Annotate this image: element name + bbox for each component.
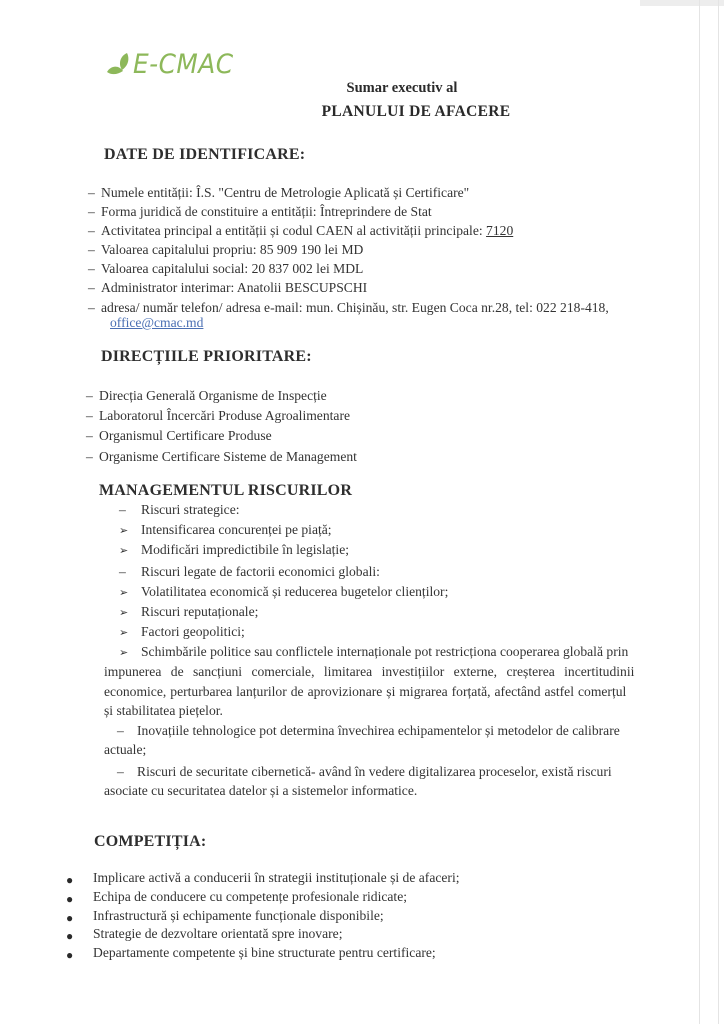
identification-item: – Numele entității: Î.S. "Centru de Metrologie Aplicată și Certificare"	[88, 185, 470, 200]
scan-artifact	[640, 0, 724, 6]
risk-paragraph-first-line: – Riscuri de securitate cibernetică- având în vedere digitalizarea proceselor, există riscuri	[117, 764, 612, 779]
priority-item: – Direcția Generală Organisme de Inspecție	[86, 388, 327, 403]
arrow-bullet-icon: ➢	[119, 525, 129, 537]
risk-item: ➢ Factori geopolitici;	[119, 624, 245, 639]
arrow-bullet-icon: ➢	[119, 647, 129, 659]
competition-item: Infrastructură și echipamente funcționale disponibile;	[93, 908, 384, 923]
priority-item: – Organismul Certificare Produse	[86, 428, 272, 443]
email-line	[110, 315, 203, 331]
arrow-bullet-icon: ➢	[119, 545, 129, 557]
caen-code: 7120	[486, 223, 514, 238]
risk-paragraph-line: economice, perturbarea lanțurilor de aprovizionare și migrarea forțată, afectând astfel comerțul	[104, 684, 627, 699]
logo-text: E-CMAC	[133, 48, 234, 80]
identification-item: – Valoarea capitalului propriu: 85 909 190 lei MD	[88, 242, 364, 257]
risk-paragraph-line: asociate cu securitatea datelor și a sistemelor informatice.	[104, 783, 418, 798]
leaf-icon	[105, 52, 131, 76]
bullet-icon: ●	[66, 873, 74, 887]
priorities-heading: DIRECȚIILE PRIORITARE:	[101, 348, 312, 365]
arrow-bullet-icon: ➢	[119, 607, 129, 619]
competition-heading: COMPETIȚIA:	[94, 833, 207, 850]
document-title-line1: Sumar executiv al	[346, 80, 458, 96]
bullet-icon: ●	[66, 948, 74, 962]
risk-paragraph-line: impunerea de sancțiuni comerciale, limitarea investițiilor externe, creșterea incertitudinii	[104, 664, 635, 679]
risk-item: ➢ Volatilitatea economică și reducerea bugetelor clienților;	[119, 584, 449, 599]
competition-item: Implicare activă a conducerii în strategii instituționale și de afaceri;	[93, 870, 460, 885]
scan-line	[699, 0, 700, 1024]
competition-item: Strategie de dezvoltare orientată spre inovare;	[93, 926, 343, 941]
risk-paragraph-line: și stabilitatea piețelor.	[104, 703, 223, 718]
bullet-icon: ●	[66, 911, 74, 925]
risks-heading: MANAGEMENTUL RISCURILOR	[99, 482, 353, 499]
identification-item: – Activitatea principal a entității și codul CAEN al activității principale: 7120	[88, 223, 514, 238]
bullet-icon: ●	[66, 929, 74, 943]
identification-item: – adresa/ număr telefon/ adresa e-mail: mun. Chișinău, str. Eugen Coca nr.28, tel: 022 218-418,	[88, 300, 609, 315]
arrow-bullet-icon: ➢	[119, 587, 129, 599]
priority-item: – Organisme Certificare Sisteme de Management	[86, 449, 357, 464]
risk-item: ➢ Intensificarea concurenței pe piață;	[119, 522, 332, 537]
company-logo	[105, 46, 242, 82]
risk-paragraph-line: actuale;	[104, 742, 147, 757]
bullet-icon: ●	[66, 892, 74, 906]
identification-heading: DATE DE IDENTIFICARE:	[104, 146, 306, 163]
risk-paragraph-first-line: ➢ Schimbările politice sau conflictele internaționale pot restricționa cooperarea globală prin	[119, 644, 629, 659]
identification-item: – Forma juridică de constituire a entității: Întreprindere de Stat	[88, 204, 432, 219]
email-link[interactable]: office@cmac.md	[110, 315, 204, 330]
competition-item: Departamente competente și bine structurate pentru certificare;	[93, 945, 436, 960]
risk-category: – Riscuri legate de factorii economici globali:	[119, 564, 380, 579]
scan-line	[718, 0, 719, 1024]
risk-item: ➢ Riscuri reputaționale;	[119, 604, 259, 619]
document-title-line2: PLANULUI DE AFACERE	[321, 103, 511, 120]
identification-item: – Administrator interimar: Anatolii BESCUPSCHI	[88, 280, 368, 295]
arrow-bullet-icon: ➢	[119, 627, 129, 639]
competition-item: Echipa de conducere cu competențe profesionale ridicate;	[93, 889, 408, 904]
risk-paragraph-first-line: – Inovațiile tehnologice pot determina învechirea echipamentelor și metodelor de calibrare	[117, 723, 620, 738]
risk-item: ➢ Modificări impredictibile în legislație;	[119, 542, 350, 557]
priority-item: – Laboratorul Încercări Produse Agroalimentare	[86, 408, 350, 423]
risk-category: – Riscuri strategice:	[119, 502, 240, 517]
identification-item: – Valoarea capitalului social: 20 837 002 lei MDL	[88, 261, 364, 276]
